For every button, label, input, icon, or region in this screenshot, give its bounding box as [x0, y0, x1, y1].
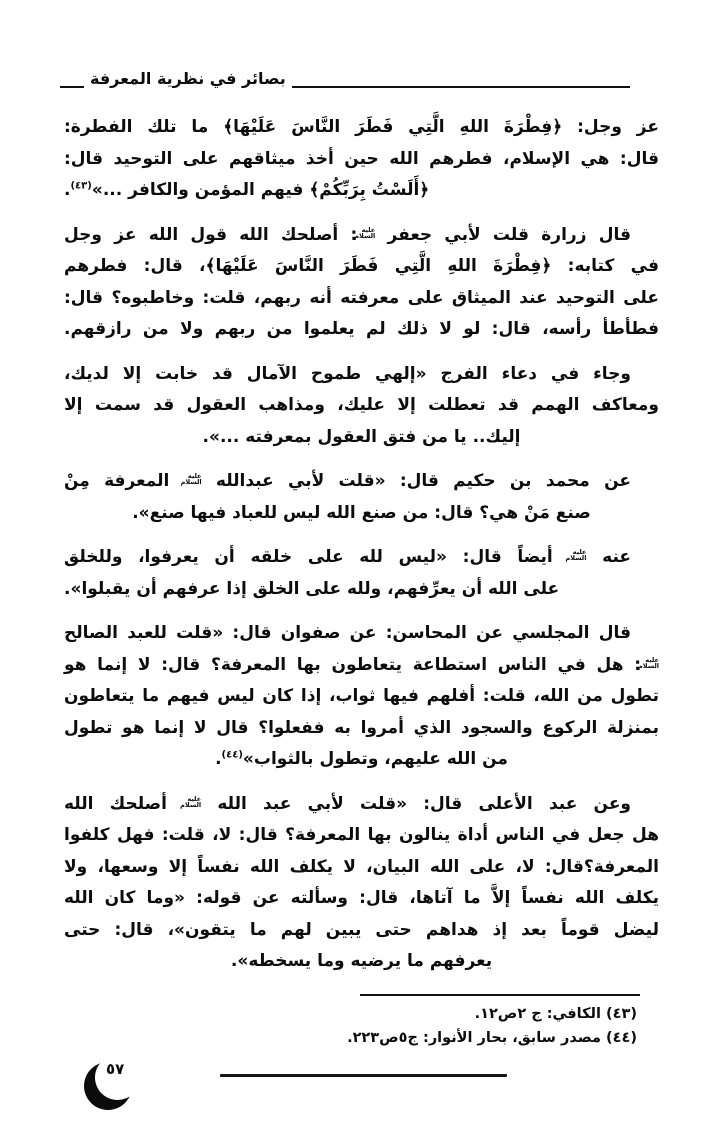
footnote-ref: (٤٣) — [70, 180, 92, 192]
body-text — [64, 112, 659, 978]
text-line: على الله أن يعرِّفهم، ولله على الخلق إذا عرفهم أن يقبلوا». — [64, 578, 560, 599]
footnote: (٤٤) مصدر سابق، بحار الأنوار: ج٥ص٢٢٣. — [347, 1029, 637, 1046]
page-number-crescent — [84, 1054, 148, 1114]
header-rule-stub — [60, 86, 84, 88]
text-line: عنه عليه السلام أيضاً قال: «ليس لله على خلقه أن يعرفوا، وللخلق — [64, 547, 632, 567]
paragraph — [64, 359, 659, 454]
footnote: (٤٣) الكافي: ج ٢ص١٢. — [474, 1005, 637, 1022]
alayhi-salam-honorific: عليه السلام — [565, 548, 587, 562]
footnote-ref: (٤٤) — [221, 749, 243, 761]
paragraph — [64, 618, 659, 776]
paragraph — [64, 466, 659, 529]
text-line: المعرفة؟قال: لا، على الله البيان، لا يكلف الله نفساً إلا وسعها، ولا — [64, 856, 659, 877]
alayhi-salam-honorific: عليه السلام — [180, 794, 202, 809]
text-line: قال المجلسي عن المحاسن: عن صفوان قال: «قلت للعبد الصالح — [64, 623, 631, 643]
text-line: قال: هي الإسلام، فطرهم الله حين أخذ ميثاقهم على التوحيد قال: — [64, 148, 659, 169]
alayhi-salam-honorific: عليه السلام — [180, 472, 202, 486]
footnotes — [64, 1002, 637, 1050]
paragraph — [64, 789, 659, 978]
paragraph — [64, 542, 659, 605]
text-line: ومعاكف الهمم قد تعطلت إلا عليك، ومذاهب العقول قد سمت إلا — [64, 395, 659, 415]
alayhi-salam-honorific: عليه السلام — [354, 225, 376, 240]
bottom-rule — [220, 1074, 507, 1077]
text-line: ﴿أَلَسْتُ بِرَبِّكُمْ﴾ فيهم المؤمن والكافر ...»$^{(٤٣)}$. — [64, 180, 430, 200]
alayhi-salam-honorific: عليه السلام — [638, 655, 659, 670]
text-line: صنع مَنْ هي؟ قال: من صنع الله ليس للعباد فيها صنع». — [132, 502, 591, 523]
text-line: قال زرارة قلت لأبي جعفر عليه السلام : أصلحك الله قول الله عز وجل — [64, 224, 632, 245]
text-line: عز وجل: ﴿فِطْرَةَ اللهِ الَّتِي فَطَرَ النَّاسَ عَلَيْهَا﴾ ما تلك الفطرة: — [64, 117, 659, 137]
text-line: تطول من الله، قلت: أفلهم فيها ثواب، إذا كان ليس فيهم ما يتعاطون — [64, 686, 659, 706]
text-line: وجاء في دعاء الفرج «إلهي طموح الآمال قد خابت إلا لديك، — [64, 363, 631, 384]
text-line: وعن عبد الأعلى قال: «قلت لأبي عبد الله عليه السلام أصلحك الله — [64, 793, 631, 814]
text-line: في كتابه: ﴿فِطْرَةَ اللهِ الَّتِي فَطَرَ النَّاسَ عَلَيْهَا﴾، قال: فطرهم — [64, 256, 659, 276]
book-title: بصائر في نظرية المعرفة — [90, 69, 286, 88]
page-number: ٥٧ — [106, 1060, 125, 1078]
text-line: من الله عليهم، وتطول بالثواب»$^{(٤٤)}$. — [215, 749, 508, 769]
text-line: يعرفهم ما يرضيه وما يسخطه». — [230, 951, 493, 971]
paragraph — [64, 220, 659, 346]
text-line: هل جعل في الناس أداة ينالون بها المعرفة؟ قال: لا، قلت: فهل كلفوا — [64, 825, 659, 845]
text-line: يكلف الله نفساً إلاَّ ما آتاها، قال: وسألته عن قوله: «وما كان الله — [64, 888, 659, 908]
footnote-divider — [360, 994, 640, 996]
text-line: عن محمد بن حكيم قال: «قلت لأبي عبدالله عليه السلام المعرفة مِنْ — [64, 471, 632, 491]
text-line: على التوحيد عند الميثاق على معرفته أنه ربهم، قلت: وخاطبوه؟ قال: — [64, 287, 659, 308]
text-line: بمنزلة الركوع والسجود الذي أمروا به ففعلوا؟ قال لا إنما هو تطول — [64, 717, 659, 738]
text-line: عليه السلام : هل في الناس استطاعة يتعاطون بها المعرفة؟ قال: لا إنما هو — [64, 654, 659, 675]
text-line: إليك.. يا من فتق العقول بمعرفته ...». — [202, 426, 521, 447]
paragraph — [64, 112, 659, 207]
text-line: فطأطأ رأسه، قال: لو لا ذلك لم يعلموا من ربهم ولا من رازقهم. — [64, 319, 659, 339]
page-header — [60, 64, 630, 92]
header-rule — [292, 86, 630, 88]
text-line: ليضل قوماً بعد إذ هداهم حتى يبين لهم ما يتقون»، قال: حتى — [64, 919, 659, 940]
